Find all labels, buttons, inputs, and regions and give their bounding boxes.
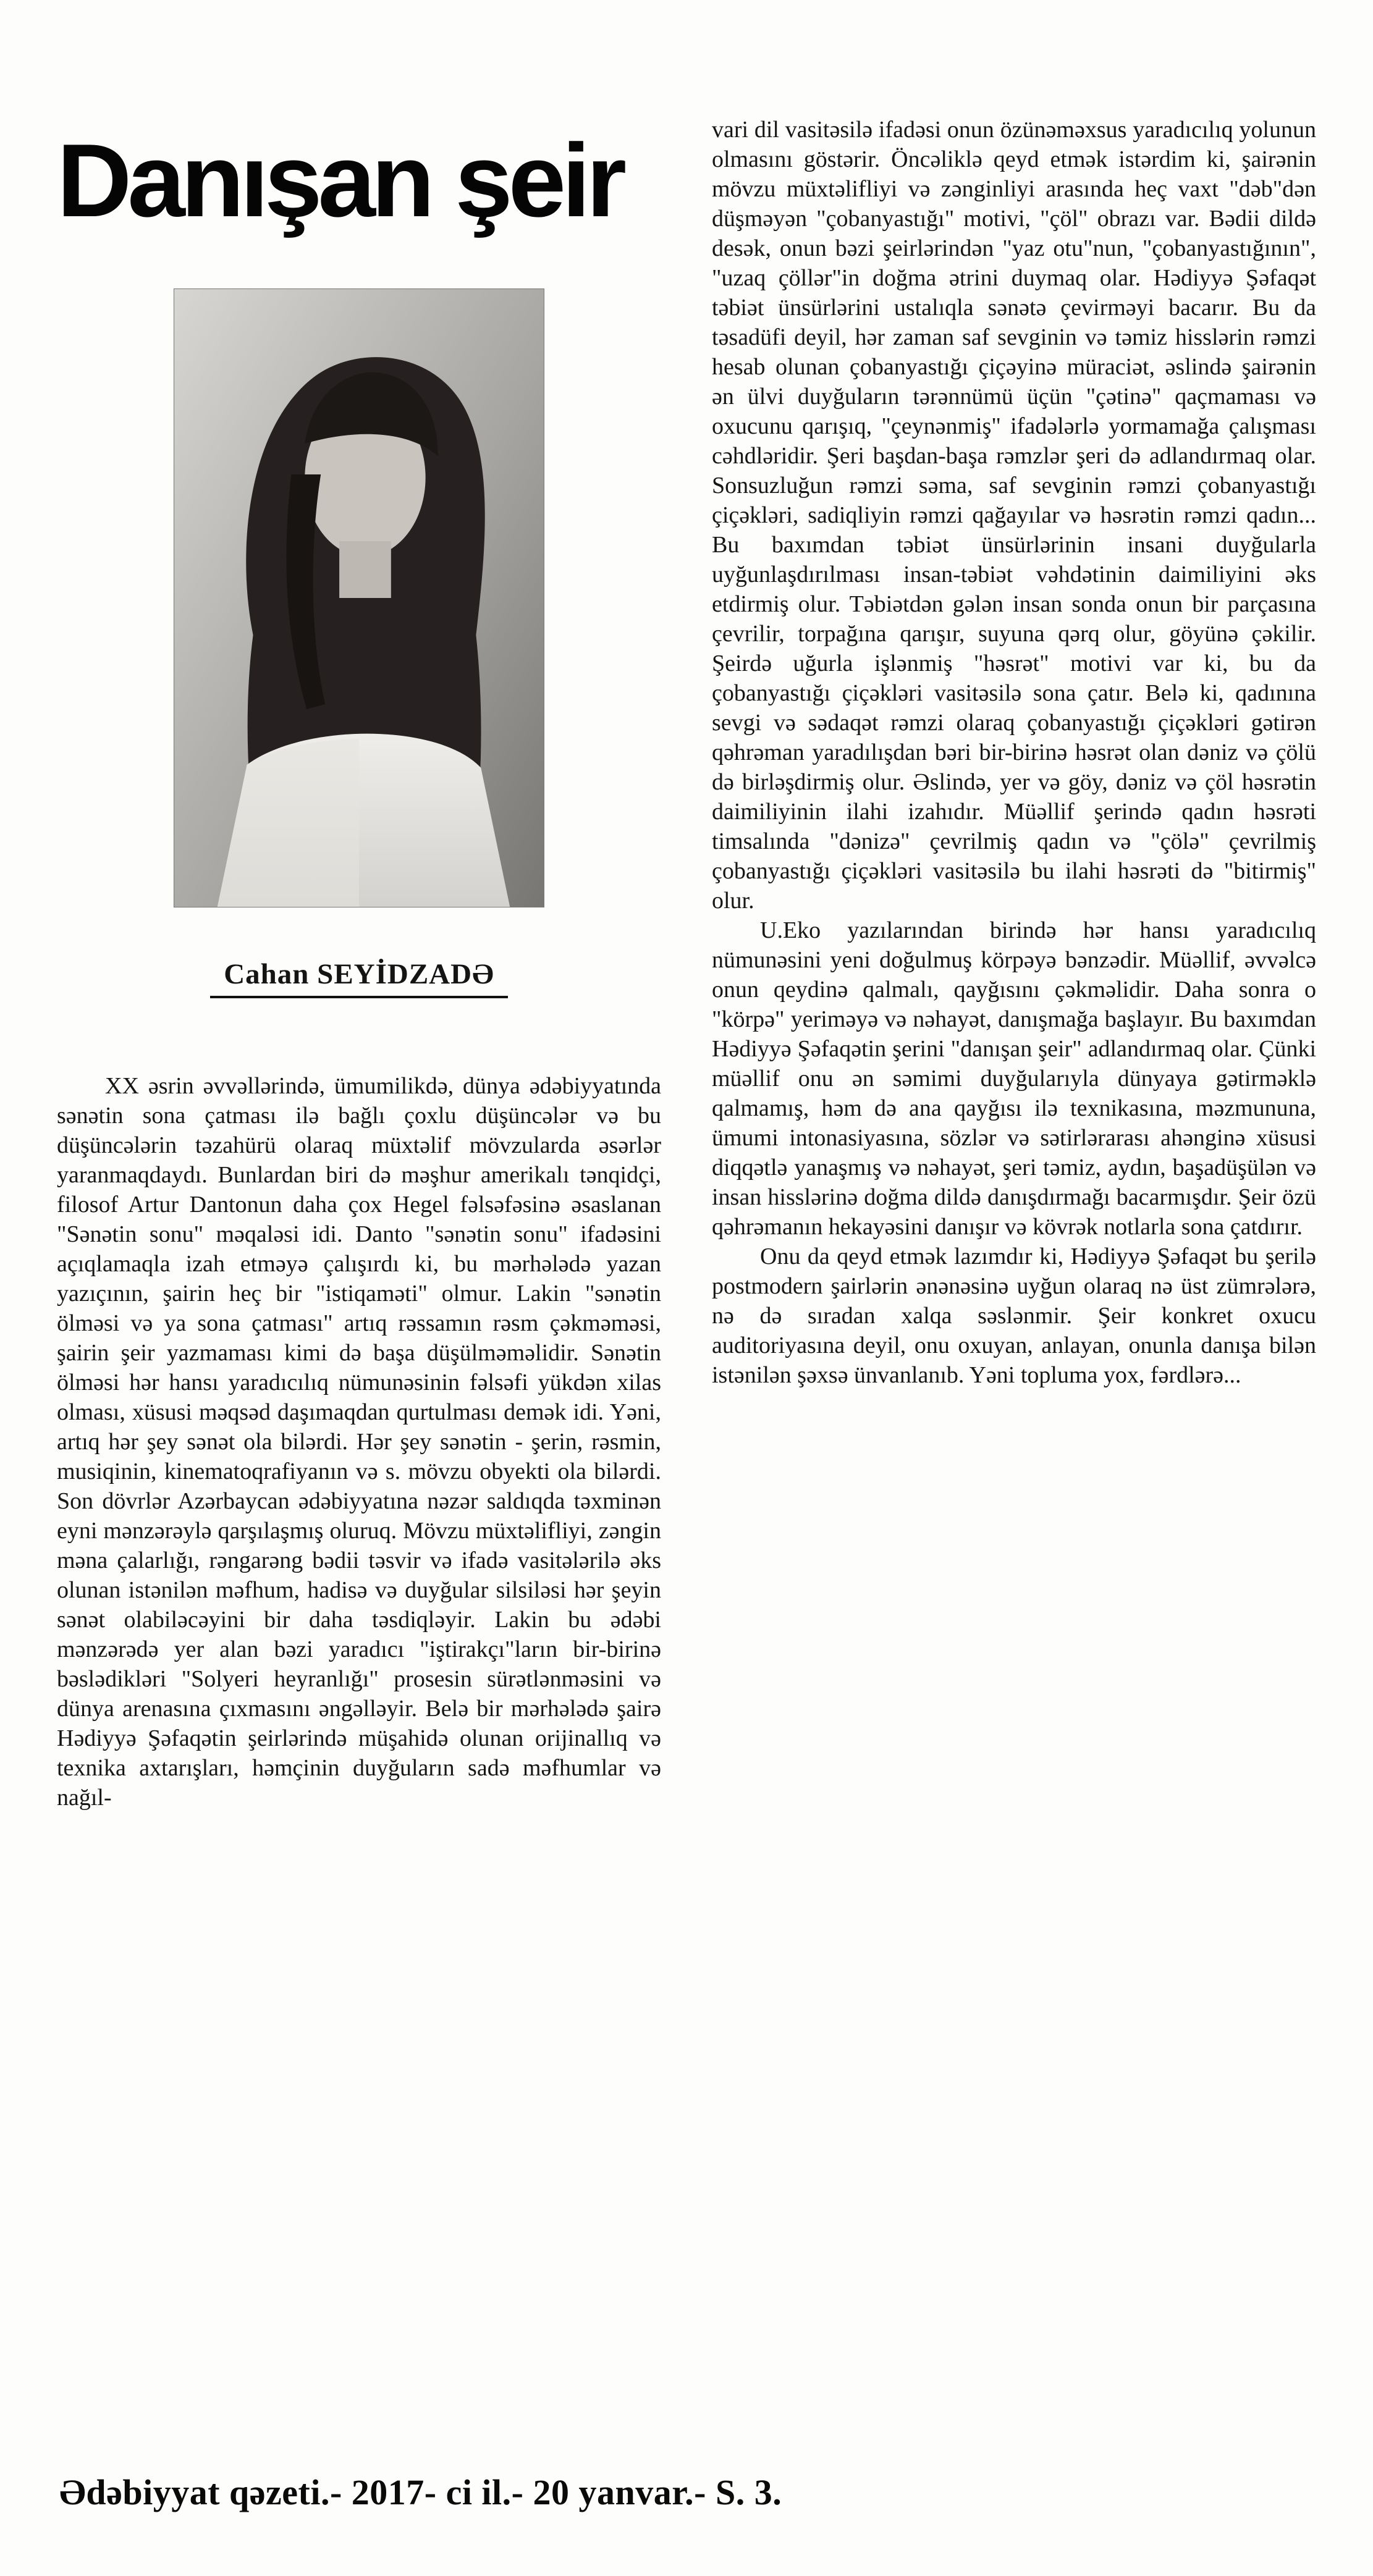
article-paragraph: U.Eko yazılarından birində hər hansı yaradıcılıq nümunəsini yeni doğulmuş körpəyə bənzədir. Müəllif, əvvəlcə onun qeydinə qalmalı, qayğısını çəkməlidir. Daha sonra o "körpə" yeriməyə və nəhayət, danışmağa başlayır. Bu baxımdan Hədiyyə Şəfaqətin şerini "danışan şeir" adlandırmaq olar. Çünki müəllif onu ən səmimi duyğularıyla dünyaya gətirməklə qalmamış, həm də ana qayğısı ilə texnikasına, məzmununa, ümumi intonasiyasına, sözlər və sətirlərarası ahənginə xüsusi diqqətlə yanaşmış və nəhayət, şeri təmiz, aydın, başadüşülən və insan hisslərinə doğma dildə danışdırmağı bacarmışdır. Şeir özü qəhrəmanın hekayəsini danışır və kövrək notlarla sona çatdırır. — [712, 917, 1316, 1240]
article-paragraph: Onu da qeyd etmək lazımdır ki, Hədiyyə Şəfaqət bu şerilə postmodern şairlərin ənənəsinə uyğun olaraq nə üst zümrələrə, nə də sıradan xalqa səslənmir. Şeir konkret oxucu auditoriyasına deyil, onu oxuyan, anlayan, onunla danışa bilən istənilən şəxsə ünvanlanıb. Yəni topluma yox, fərdlərə... — [712, 1244, 1316, 1388]
portrait-photo-graphic — [174, 289, 544, 907]
source-citation: Ədəbiyyat qəzeti.- 2017- ci il.- 20 yanvar.- S. 3. — [59, 2472, 782, 2512]
article-paragraph: XX əsrin əvvəllərində, ümumilikdə, dünya ədəbiyyatında sənətin sona çatması ilə bağlı çoxlu düşüncələr və bu düşüncələrin təzahürü olaraq müxtəlif mövzularda əsərlər yaranmaqdaydı. Bunlardan biri də məşhur amerikalı tənqidçi, filosof Artur Dantonun daha çox Hegel fəlsəfəsinə əsaslanan "Sənətin sonu" məqaləsi idi. Danto "sənətin sonu" ifadəsini açıqlamaqla izah etməyə çalışırdı ki, bu mərhələdə yazan yazıçının, şairin heç bir "istiqaməti" olmur. Lakin "sənətin ölməsi və ya sona çatması" artıq rəssamın rəsm çəkməməsi, şairin şeir yazmaması kimi də başa düşülməməlidir. Sənətin ölməsi hər hansı yaradıcılıq nümunəsinin fəlsəfi yükdən xilas olması, xüsusi məqsəd daşımaqdan qurtulması demək idi. Yəni, artıq hər şey sənət ola bilərdi. Hər şey sənətin - şerin, rəsmin, musiqinin, kinematoqrafiyanın və s. mövzu obyekti ola bilərdi. Son dövrlər Azərbaycan ədəbiyyatına nəzər saldıqda təxminən eyni mənzərəylə qarşılaşmış oluruq. Mövzu müxtəlifliyi, zəngin məna çalarlığı, rəngarəng bədii təsvir və ifadə vasitələrilə əks olunan istənilən məfhum, hadisə və duyğular silsiləsi hər şeyin sənət olabiləcəyini bir daha təsdiqləyir. Lakin bu ədəbi mənzərədə yer alan bəzi yaradıcı "iştirakçı"ların bir-birinə bəslədikləri "Solyeri heyranlığı" prosesin sürətlənməsini və dünya arenasına çıxmasını əngəlləyir. Belə bir mərhələdə şairə Hədiyyə Şəfaqətin şeirlərində müşahidə olunan orijinallıq və texnika axtarışları, həmçinin duyğuların sadə məfhumlar və nağıl- — [57, 1073, 661, 1811]
author-name: Cahan SEYİDZADƏ — [210, 958, 508, 998]
left-column — [57, 62, 661, 1812]
article-columns — [57, 62, 1316, 1812]
article-title: Danışan şeir — [57, 122, 623, 238]
right-column — [712, 62, 1316, 1390]
article-paragraph: vari dil vasitəsilə ifadəsi onun özünəməxsus yaradıcılıq yolunun olmasını göstərir. Öncəliklə qeyd etmək istərdim ki, şairənin mövzu müxtəlifliyi və zənginliyi arasında heç vaxt "dəb"dən düşməyən "çobanyastığı" motivi, "çöl" obrazı var. Bədii dildə desək, onun bəzi şeirlərindən "yaz otu"nun, "çobanyastığının", "uzaq çöllər"in doğma ətrini duymaq olar. Hədiyyə Şəfaqət təbiət ünsürlərini ustalıqla sənətə çevirməyi bacarır. Bu da təsadüfi deyil, hər zaman saf sevginin və təmiz hisslərin rəmzi hesab olunan çobanyastığı çiçəyinə müraciət, əslində şairənin ən ülvi duyğuların tərənnümü üçün "çətinə" qaçmaması və oxucunu qarışıq, "çeynənmiş" ifadələrlə yormamağa çalışması cəhdləridir. Şeri başdan-başa rəmzlər şeri də adlandırmaq olar. Sonsuzluğun rəmzi səma, saf sevginin rəmzi çobanyastığı çiçəkləri, sadiqliyin rəmzi qağayılar və həsrətin rəmzi qadın... Bu baxımdan təbiət ünsürlərinin insani duyğularla uyğunlaşdırılması insan-təbiət vəhdətinin daimiliyini əks etdirmiş olur. Təbiətdən gələn insan sonda onun bir parçasına çevrilir, torpağına qarışır, suyuna qərq olur, göyünə çəkilir. Şeirdə uğurla işlənmiş "həsrət" motivi var ki, bu da çobanyastığı çiçəkləri vasitəsilə sona çatır. Belə ki, qadınına sevgi və sədaqət rəmzi olaraq çobanyastığı çiçəkləri gətirən qəhrəman yaradılışdan bəri bir-birinə həsrət olan dəniz və çölü də birləşdirmiş olur. Əslində, yer və göy, dəniz və çöl həsrətin daimiliyinin ilahi izahıdır. Müəllif şerində qadın həsrəti timsalında "dənizə" çevrilmiş qadın və "çölə" çevrilmiş çobanyastığı çiçəkləri vasitəsilə bu ilahi həsrəti də "bitirmiş" olur. — [712, 117, 1316, 914]
portrait-photo — [174, 289, 544, 907]
